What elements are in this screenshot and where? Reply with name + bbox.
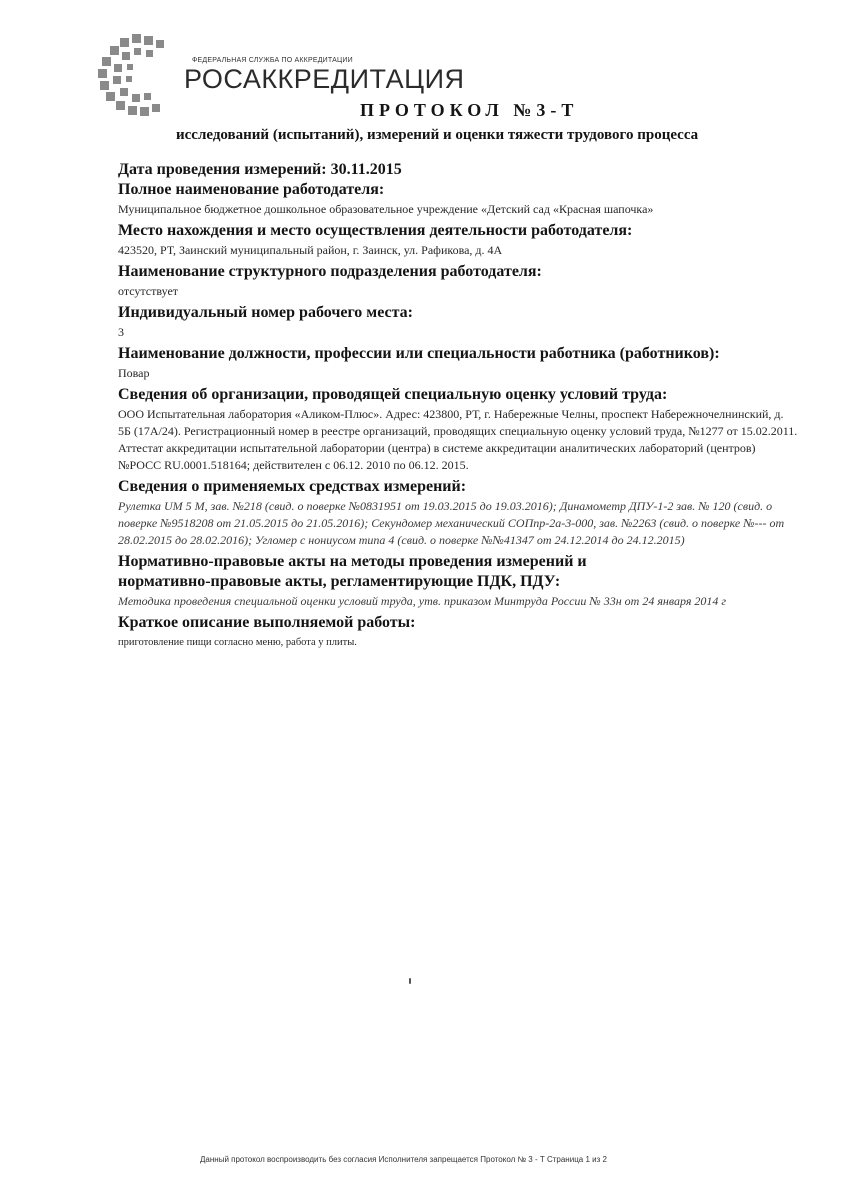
location-label: Место нахождения и место осуществления деятельности работодателя: [118,222,633,239]
scan-speck [409,978,411,984]
acts-label-line2: нормативно-правовые акты, регламентирующие ПДК, ПДУ: [118,573,561,590]
page-subtitle: исследований (испытаний), измерений и оценки тяжести трудового процесса [176,127,699,143]
work-label: Краткое описание выполняемой работы: [118,614,416,631]
org-value: ООО Испытательная лаборатория «Аликом-Плюс». Адрес: 423800, РТ, г. Набережные Челны, проспект Набережночелнинский, д. 5Б (17А/24). Регистрационный номер в реестре организаций, проводящих специальную оценку условий труда, №1277 от 15.02.2011. Аттестат аккредитации испытательной лаборатории (центра) в системе аккредитации аналитических лабораторий (центров) №РОСС RU.0001.518164; действителен с 06.12. 2010 по 06.12. 2015. [118,407,798,472]
instruments-value: Рулетка UM 5 M, зав. №218 (свид. о поверке №0831951 от 19.03.2015 до 19.03.2016); Динамометр ДПУ-1-2 зав. № 120 (свид. о поверке №9518208 от 21.05.2015 до 21.05.2016); Секундомер механический СОПпр-2а-3-000, зав. №2263 (свид. о поверке №--- от 28.02.2015 до 28.02.2016); Угломер с нониусом типа 4 (свид. о поверке №№41347 от 24.12.2014 до 24.12.2015) [118,499,785,547]
instruments-label: Сведения о применяемых средствах измерений: [118,478,467,495]
position-label: Наименование должности, профессии или специальности работника (работников): [118,345,720,362]
page-title: ПРОТОКОЛ №3-Т [360,100,579,120]
logo-caption: ФЕДЕРАЛЬНАЯ СЛУЖБА ПО АККРЕДИТАЦИИ [192,57,353,64]
logo-emblem-icon [92,30,192,120]
logo-name: РОСАККРЕДИТАЦИЯ [184,64,465,94]
location-value: 423520, РТ, Заинский муниципальный район, г. Заинск, ул. Рафикова, д. 4А [118,243,503,257]
employer-value: Муниципальное бюджетное дошкольное образовательное учреждение «Детский сад «Красная шапочка» [118,202,654,216]
position-value: Повар [118,366,150,380]
division-label: Наименование структурного подразделения работодателя: [118,263,542,280]
acts-label-line1: Нормативно-правовые акты на методы проведения измерений и [118,553,587,570]
measurement-date: Дата проведения измерений: 30.11.2015 [118,161,402,178]
work-value: приготовление пищи согласно меню, работа у плиты. [118,637,357,648]
page-footer: Данный протокол воспроизводить без согласия Исполнителя запрещается Протокол № 3 - Т Страница 1 из 2 [200,1155,607,1164]
acts-value: Методика проведения специальной оценки условий труда, утв. приказом Минтруда России № 33н от 24 января 2014 г [118,594,727,608]
org-label: Сведения об организации, проводящей специальную оценку условий труда: [118,386,668,403]
employer-label: Полное наименование работодателя: [118,181,385,198]
workplace-value: 3 [118,325,124,339]
division-value: отсутствует [118,284,179,298]
document-body [118,160,798,654]
workplace-label: Индивидуальный номер рабочего места: [118,304,413,321]
